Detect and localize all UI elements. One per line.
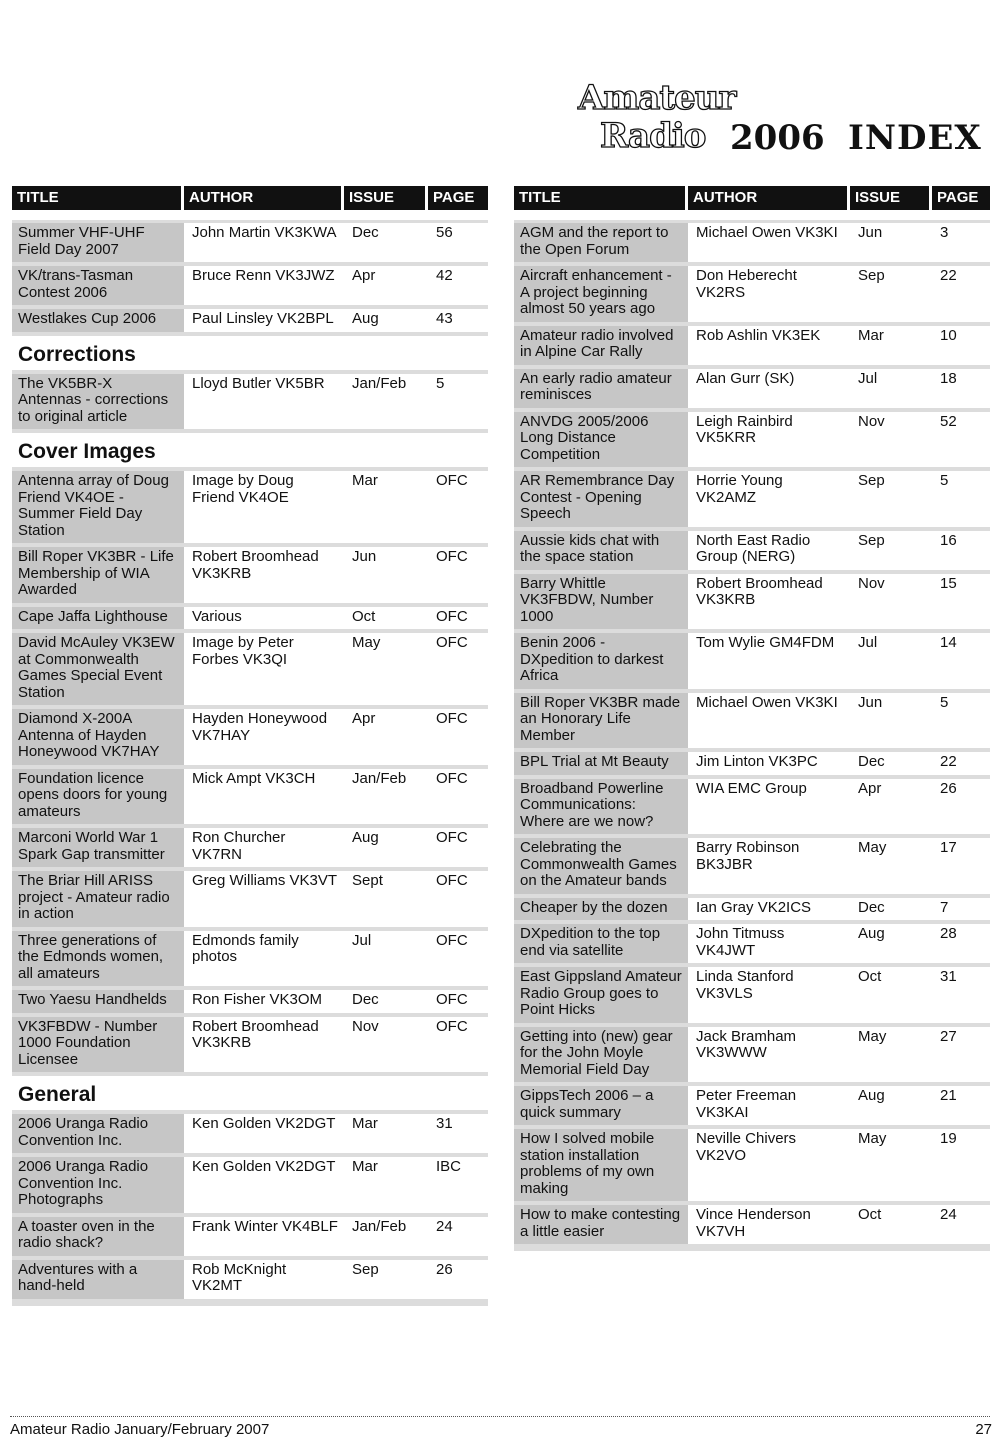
table-row	[12, 828, 488, 867]
issue-cell: Nov	[850, 574, 932, 630]
table-row	[12, 1114, 488, 1153]
issue-cell: Apr	[850, 779, 932, 835]
table-row	[514, 223, 990, 262]
issue-cell: Nov	[344, 1017, 428, 1073]
table-row	[12, 1217, 488, 1256]
page-cell: 10	[932, 326, 990, 365]
title-cell: The VK5BR-X Antennas - corrections to original article	[12, 374, 184, 430]
index-year: 2006	[730, 118, 825, 158]
issue-cell: Jun	[850, 693, 932, 749]
left-index-column	[12, 186, 488, 1306]
author-cell: Robert Broomhead VK3KRB	[688, 574, 850, 630]
table-row	[514, 1027, 990, 1083]
title-cell: Antenna array of Doug Friend VK4OE - Summer Field Day Station	[12, 471, 184, 543]
masthead-logo	[578, 78, 998, 164]
page-cell: 18	[932, 369, 990, 408]
title-cell: East Gippsland Amateur Radio Group goes to Point Hicks	[514, 967, 688, 1023]
author-cell: Ken Golden VK2DGT	[184, 1157, 344, 1213]
title-cell: The Briar Hill ARISS project - Amateur radio in action	[12, 871, 184, 927]
title-cell: Broadband Powerline Communications: Where are we now?	[514, 779, 688, 835]
author-cell: Horrie Young VK2AMZ	[688, 471, 850, 527]
issue-cell: Jul	[850, 369, 932, 408]
title-cell: Amateur radio involved in Alpine Car Rally	[514, 326, 688, 365]
title-cell: 2006 Uranga Radio Convention Inc.	[12, 1114, 184, 1153]
page-cell: 5	[932, 693, 990, 749]
author-cell: Leigh Rainbird VK5KRR	[688, 412, 850, 468]
author-cell: Rob McKnight VK2MT	[184, 1260, 344, 1299]
title-cell: Bill Roper VK3BR made an Honorary Life Member	[514, 693, 688, 749]
title-cell: Two Yaesu Handhelds	[12, 990, 184, 1013]
page-cell: 19	[932, 1129, 990, 1201]
index-heading: INDEX	[848, 118, 982, 158]
author-cell: Robert Broomhead VK3KRB	[184, 547, 344, 603]
issue-cell: Dec	[850, 898, 932, 921]
section-heading: Corrections	[12, 336, 488, 370]
title-cell: Benin 2006 - DXpedition to darkest Africa	[514, 633, 688, 689]
table-row	[514, 924, 990, 963]
table-row	[514, 1129, 990, 1201]
author-cell: Robert Broomhead VK3KRB	[184, 1017, 344, 1073]
author-cell: Image by Doug Friend VK4OE	[184, 471, 344, 543]
section-heading: General	[12, 1076, 488, 1110]
issue-cell: Mar	[344, 1157, 428, 1213]
right-index-column	[514, 186, 990, 1251]
author-cell: Hayden Honeywood VK7HAY	[184, 709, 344, 765]
title-cell: Diamond X-200A Antenna of Hayden Honeywood VK7HAY	[12, 709, 184, 765]
left-table-body	[12, 220, 488, 1306]
issue-cell: Oct	[850, 1205, 932, 1244]
author-cell: Mick Ampt VK3CH	[184, 769, 344, 825]
table-row	[12, 990, 488, 1013]
page-cell: 24	[932, 1205, 990, 1244]
page-cell: 16	[932, 531, 990, 570]
author-cell: Linda Stanford VK3VLS	[688, 967, 850, 1023]
title-cell: Aircraft enhancement - A project beginning almost 50 years ago	[514, 266, 688, 322]
issue-cell: Oct	[344, 607, 428, 630]
title-cell: GippsTech 2006 – a quick summary	[514, 1086, 688, 1125]
title-cell: AGM and the report to the Open Forum	[514, 223, 688, 262]
author-cell: Ron Churcher VK7RN	[184, 828, 344, 867]
table-row	[12, 223, 488, 262]
table-header	[12, 186, 488, 210]
table-row	[514, 1205, 990, 1244]
table-row	[12, 1157, 488, 1213]
issue-cell: Dec	[850, 752, 932, 775]
table-row	[514, 838, 990, 894]
author-cell: Neville Chivers VK2VO	[688, 1129, 850, 1201]
table-row	[12, 266, 488, 305]
page-cell: 26	[932, 779, 990, 835]
header-author: AUTHOR	[184, 186, 344, 210]
page-cell: 43	[428, 309, 488, 332]
issue-cell: Aug	[344, 309, 428, 332]
table-row	[514, 531, 990, 570]
title-cell: Bill Roper VK3BR - Life Membership of WIA Awarded	[12, 547, 184, 603]
table-row	[514, 1086, 990, 1125]
header-title: TITLE	[514, 186, 688, 210]
header-issue: ISSUE	[344, 186, 428, 210]
logo-word-amateur: Amateur	[578, 78, 736, 118]
issue-cell: May	[344, 633, 428, 705]
page-cell: 21	[932, 1086, 990, 1125]
table-row	[12, 931, 488, 987]
table-row	[514, 779, 990, 835]
author-cell: Bruce Renn VK3JWZ	[184, 266, 344, 305]
issue-cell: Sep	[850, 531, 932, 570]
page-cell: 28	[932, 924, 990, 963]
author-cell: Jack Bramham VK3WWW	[688, 1027, 850, 1083]
issue-cell: Sep	[850, 266, 932, 322]
title-cell: Aussie kids chat with the space station	[514, 531, 688, 570]
table-row	[12, 607, 488, 630]
page-cell: 42	[428, 266, 488, 305]
page-cell: 14	[932, 633, 990, 689]
table-row	[514, 266, 990, 322]
title-cell: How to make contesting a little easier	[514, 1205, 688, 1244]
table-row	[12, 769, 488, 825]
issue-cell: May	[850, 838, 932, 894]
title-cell: ANVDG 2005/2006 Long Distance Competition	[514, 412, 688, 468]
table-row	[514, 633, 990, 689]
issue-cell: Dec	[344, 990, 428, 1013]
issue-cell: Sep	[344, 1260, 428, 1299]
issue-cell: Apr	[344, 709, 428, 765]
page-cell: 22	[932, 266, 990, 322]
page-cell: 5	[932, 471, 990, 527]
page-cell: OFC	[428, 471, 488, 543]
issue-cell: Mar	[850, 326, 932, 365]
author-cell: Edmonds family photos	[184, 931, 344, 987]
author-cell: Jim Linton VK3PC	[688, 752, 850, 775]
issue-cell: Mar	[344, 471, 428, 543]
issue-cell: Nov	[850, 412, 932, 468]
table-row	[12, 309, 488, 332]
page-cell: 52	[932, 412, 990, 468]
table-row	[12, 633, 488, 705]
table-row	[12, 1017, 488, 1073]
table-row	[514, 574, 990, 630]
author-cell: John Titmuss VK4JWT	[688, 924, 850, 963]
page-cell: 15	[932, 574, 990, 630]
title-cell: Getting into (new) gear for the John Moyle Memorial Field Day	[514, 1027, 688, 1083]
footer-publication: Amateur Radio January/February 2007	[10, 1421, 270, 1438]
title-cell: An early radio amateur reminisces	[514, 369, 688, 408]
author-cell: Greg Williams VK3VT	[184, 871, 344, 927]
author-cell: Ron Fisher VK3OM	[184, 990, 344, 1013]
header-title: TITLE	[12, 186, 184, 210]
issue-cell: Aug	[850, 1086, 932, 1125]
issue-cell: Jun	[344, 547, 428, 603]
issue-cell: Jan/Feb	[344, 1217, 428, 1256]
table-row	[12, 471, 488, 543]
issue-cell: Jan/Feb	[344, 374, 428, 430]
page-cell: OFC	[428, 1017, 488, 1073]
table-row	[12, 374, 488, 430]
page-cell: OFC	[428, 828, 488, 867]
issue-cell: Sept	[344, 871, 428, 927]
table-row	[12, 547, 488, 603]
author-cell: Ken Golden VK2DGT	[184, 1114, 344, 1153]
author-cell: Barry Robinson BK3JBR	[688, 838, 850, 894]
footer-rule	[10, 1416, 990, 1417]
title-cell: BPL Trial at Mt Beauty	[514, 752, 688, 775]
issue-cell: May	[850, 1129, 932, 1201]
author-cell: Tom Wylie GM4FDM	[688, 633, 850, 689]
author-cell: Ian Gray VK2ICS	[688, 898, 850, 921]
title-cell: Marconi World War 1 Spark Gap transmitter	[12, 828, 184, 867]
title-cell: Three generations of the Edmonds women, all amateurs	[12, 931, 184, 987]
issue-cell: Jul	[344, 931, 428, 987]
right-table-body	[514, 220, 990, 1251]
table-row	[12, 871, 488, 927]
header-issue: ISSUE	[850, 186, 932, 210]
author-cell: Michael Owen VK3KI	[688, 693, 850, 749]
issue-cell: Jul	[850, 633, 932, 689]
page-cell: OFC	[428, 607, 488, 630]
author-cell: Paul Linsley VK2BPL	[184, 309, 344, 332]
header-author: AUTHOR	[688, 186, 850, 210]
table-row	[514, 412, 990, 468]
header-page: PAGE	[428, 186, 488, 210]
title-cell: How I solved mobile station installation problems of my own making	[514, 1129, 688, 1201]
author-cell: Don Heberecht VK2RS	[688, 266, 850, 322]
page-cell: 7	[932, 898, 990, 921]
page-cell: OFC	[428, 871, 488, 927]
title-cell: Summer VHF-UHF Field Day 2007	[12, 223, 184, 262]
footer-page-number: 27	[975, 1421, 992, 1438]
table-row	[514, 471, 990, 527]
title-cell: Westlakes Cup 2006	[12, 309, 184, 332]
title-cell: Barry Whittle VK3FBDW, Number 1000	[514, 574, 688, 630]
header-page: PAGE	[932, 186, 990, 210]
title-cell: A toaster oven in the radio shack?	[12, 1217, 184, 1256]
section-heading: Cover Images	[12, 433, 488, 467]
issue-cell: Mar	[344, 1114, 428, 1153]
issue-cell: May	[850, 1027, 932, 1083]
issue-cell: Dec	[344, 223, 428, 262]
page-cell: OFC	[428, 547, 488, 603]
author-cell: Lloyd Butler VK5BR	[184, 374, 344, 430]
title-cell: VK3FBDW - Number 1000 Foundation Licensee	[12, 1017, 184, 1073]
page-cell: 3	[932, 223, 990, 262]
author-cell: Michael Owen VK3KI	[688, 223, 850, 262]
author-cell: Vince Henderson VK7VH	[688, 1205, 850, 1244]
title-cell: Cape Jaffa Lighthouse	[12, 607, 184, 630]
table-row	[514, 326, 990, 365]
page-cell: IBC	[428, 1157, 488, 1213]
table-row	[12, 709, 488, 765]
page-cell: OFC	[428, 990, 488, 1013]
table-row	[514, 898, 990, 921]
issue-cell: Oct	[850, 967, 932, 1023]
issue-cell: Apr	[344, 266, 428, 305]
table-row	[514, 693, 990, 749]
title-cell: Cheaper by the dozen	[514, 898, 688, 921]
issue-cell: Jun	[850, 223, 932, 262]
page-cell: 31	[428, 1114, 488, 1153]
table-row	[514, 967, 990, 1023]
logo-word-radio: Radio	[600, 116, 706, 156]
page-cell: OFC	[428, 931, 488, 987]
page-cell: 24	[428, 1217, 488, 1256]
page-cell: 31	[932, 967, 990, 1023]
page-cell: OFC	[428, 769, 488, 825]
author-cell: Various	[184, 607, 344, 630]
author-cell: Image by Peter Forbes VK3QI	[184, 633, 344, 705]
table-row	[514, 752, 990, 775]
page-cell: 56	[428, 223, 488, 262]
author-cell: North East Radio Group (NERG)	[688, 531, 850, 570]
table-header	[514, 186, 990, 210]
author-cell: John Martin VK3KWA	[184, 223, 344, 262]
issue-cell: Jan/Feb	[344, 769, 428, 825]
title-cell: Celebrating the Commonwealth Games on the Amateur bands	[514, 838, 688, 894]
table-row	[12, 1260, 488, 1299]
title-cell: DXpedition to the top end via satellite	[514, 924, 688, 963]
page-cell: 26	[428, 1260, 488, 1299]
page-cell: OFC	[428, 709, 488, 765]
author-cell: Frank Winter VK4BLF	[184, 1217, 344, 1256]
page-cell: 5	[428, 374, 488, 430]
issue-cell: Aug	[344, 828, 428, 867]
page-cell: 17	[932, 838, 990, 894]
title-cell: VK/trans-Tasman Contest 2006	[12, 266, 184, 305]
page-cell: 27	[932, 1027, 990, 1083]
title-cell: David McAuley VK3EW at Commonwealth Games Special Event Station	[12, 633, 184, 705]
title-cell: 2006 Uranga Radio Convention Inc. Photographs	[12, 1157, 184, 1213]
title-cell: Foundation licence opens doors for young amateurs	[12, 769, 184, 825]
author-cell: Peter Freeman VK3KAI	[688, 1086, 850, 1125]
title-cell: AR Remembrance Day Contest - Opening Speech	[514, 471, 688, 527]
table-row	[514, 369, 990, 408]
author-cell: Rob Ashlin VK3EK	[688, 326, 850, 365]
page-cell: OFC	[428, 633, 488, 705]
issue-cell: Sep	[850, 471, 932, 527]
page-cell: 22	[932, 752, 990, 775]
title-cell: Adventures with a hand-held	[12, 1260, 184, 1299]
author-cell: Alan Gurr (SK)	[688, 369, 850, 408]
author-cell: WIA EMC Group	[688, 779, 850, 835]
issue-cell: Aug	[850, 924, 932, 963]
